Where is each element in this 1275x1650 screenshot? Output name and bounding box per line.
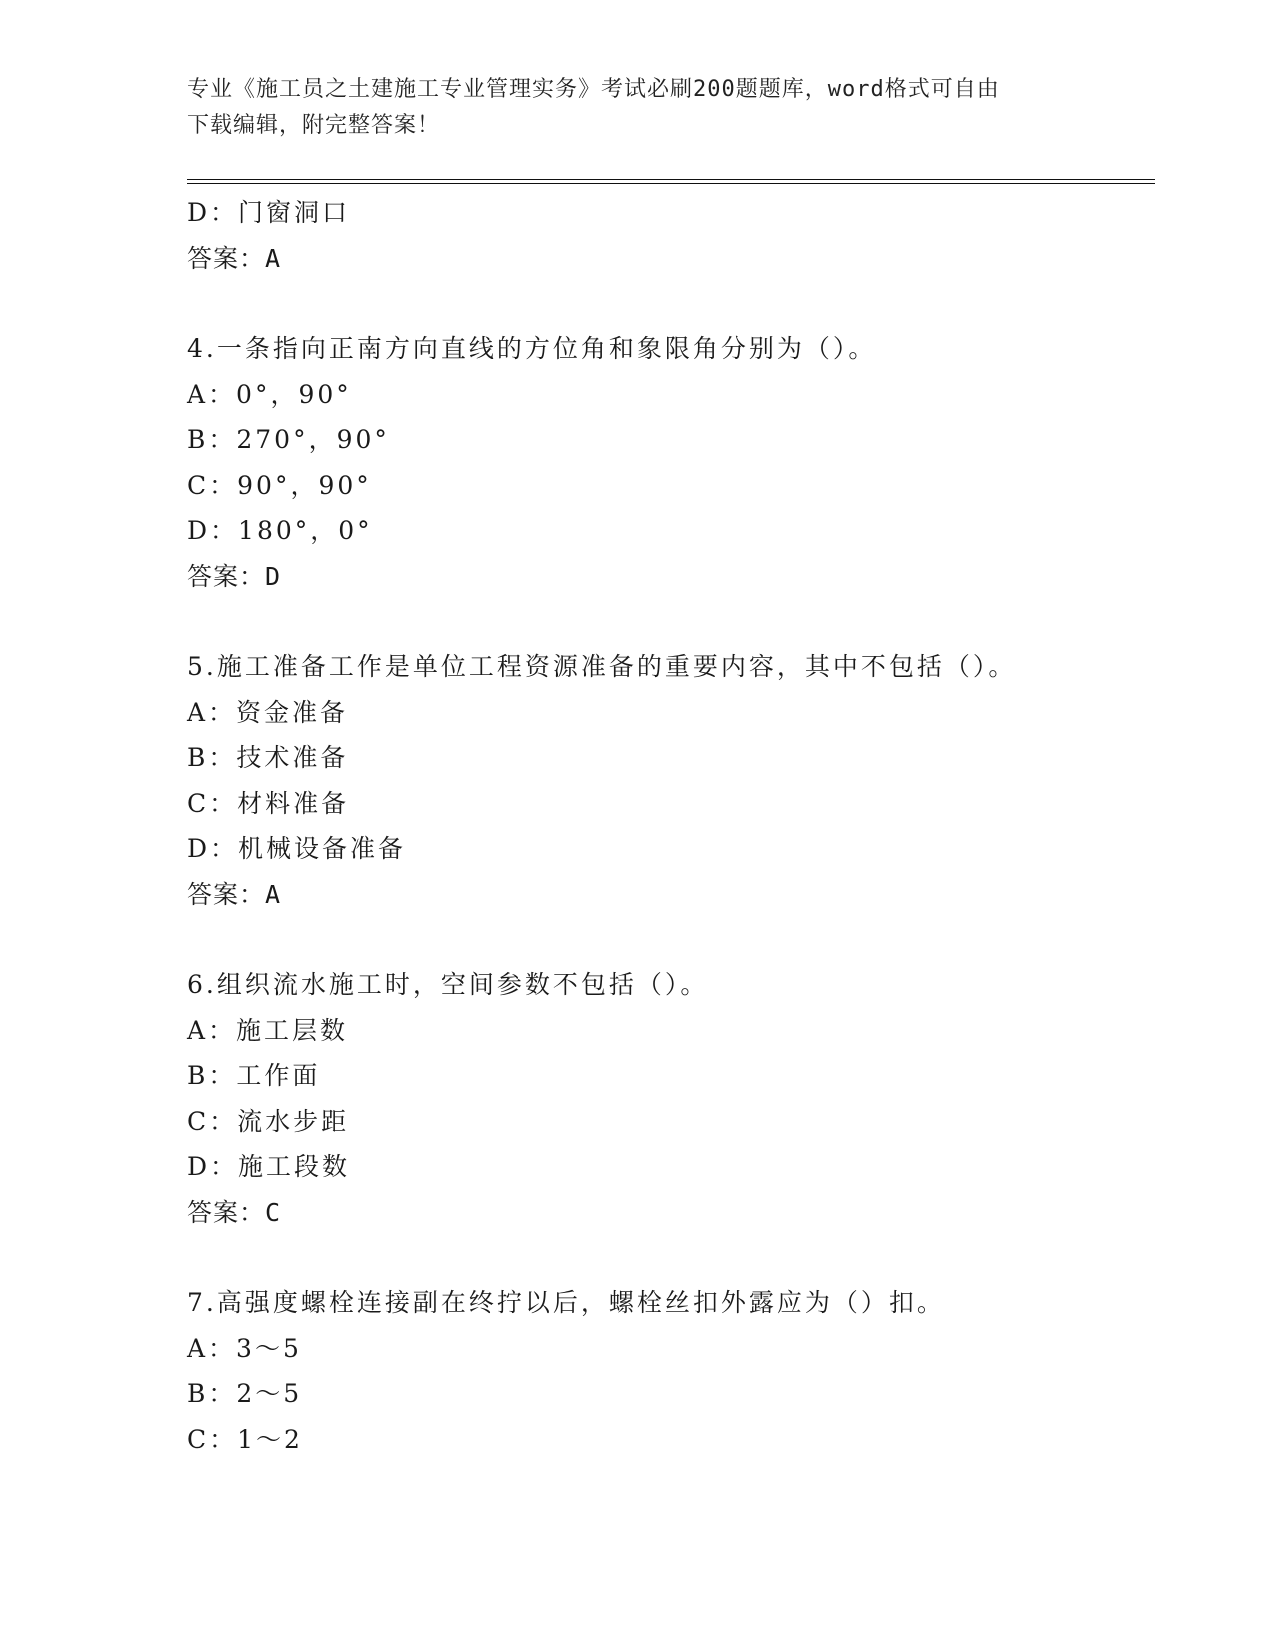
question-list [187,190,1155,1462]
option-d: D：施工段数 [187,1152,351,1181]
option-c: C：流水步距 [187,1106,350,1136]
document-header [187,72,1067,144]
answer-line [187,872,1155,918]
continued-question [187,190,1155,281]
answer-value: A [265,879,281,909]
answer-value: A [265,243,281,273]
option-b: B：技术准备 [187,743,349,772]
question-stem: 5.施工准备工作是单位工程资源准备的重要内容，其中不包括（）。 [187,652,1017,681]
header-line-1: 专业《施工员之土建施工专业管理实务》考试必刷200题题库，word格式可自由 [187,77,1000,102]
question-6 [187,962,1155,1235]
question-stem: 6.组织流水施工时，空间参数不包括（）。 [187,970,709,999]
option-c: C：90°，90° [187,470,372,500]
answer-value: D [265,561,281,591]
option-c: C：1～2 [187,1424,303,1454]
option-a: A：3～5 [187,1333,302,1363]
option-b: B：2～5 [187,1379,303,1408]
option-d: D：机械设备准备 [187,834,407,863]
question-stem: 7.高强度螺栓连接副在终拧以后，螺栓丝扣外露应为（）扣。 [187,1288,945,1317]
option-a: A：0°，90° [187,379,352,409]
header-divider-bottom [187,183,1155,184]
question-7 [187,1280,1155,1462]
option-b: B：工作面 [187,1061,321,1090]
answer-value: C [265,1197,281,1227]
question-stem: 4.一条指向正南方向直线的方位角和象限角分别为（）。 [187,334,877,363]
option-c: C：材料准备 [187,788,350,818]
option-b: B：270°，90° [187,425,390,454]
option-d: D：180°，0° [187,516,373,545]
answer-line [187,236,1155,282]
answer-line [187,1190,1155,1236]
answer-label: 答案： [187,243,266,273]
answer-label: 答案： [187,1197,266,1227]
answer-line [187,554,1155,600]
option-a: A：施工层数 [187,1015,349,1045]
header-divider-top [187,179,1155,180]
option-d: D：门窗洞口 [187,198,351,227]
question-4 [187,326,1155,599]
answer-label: 答案： [187,879,266,909]
option-a: A：资金准备 [187,697,349,727]
question-5 [187,644,1155,917]
answer-label: 答案： [187,561,266,591]
header-line-2: 下载编辑，附完整答案！ [187,113,441,138]
